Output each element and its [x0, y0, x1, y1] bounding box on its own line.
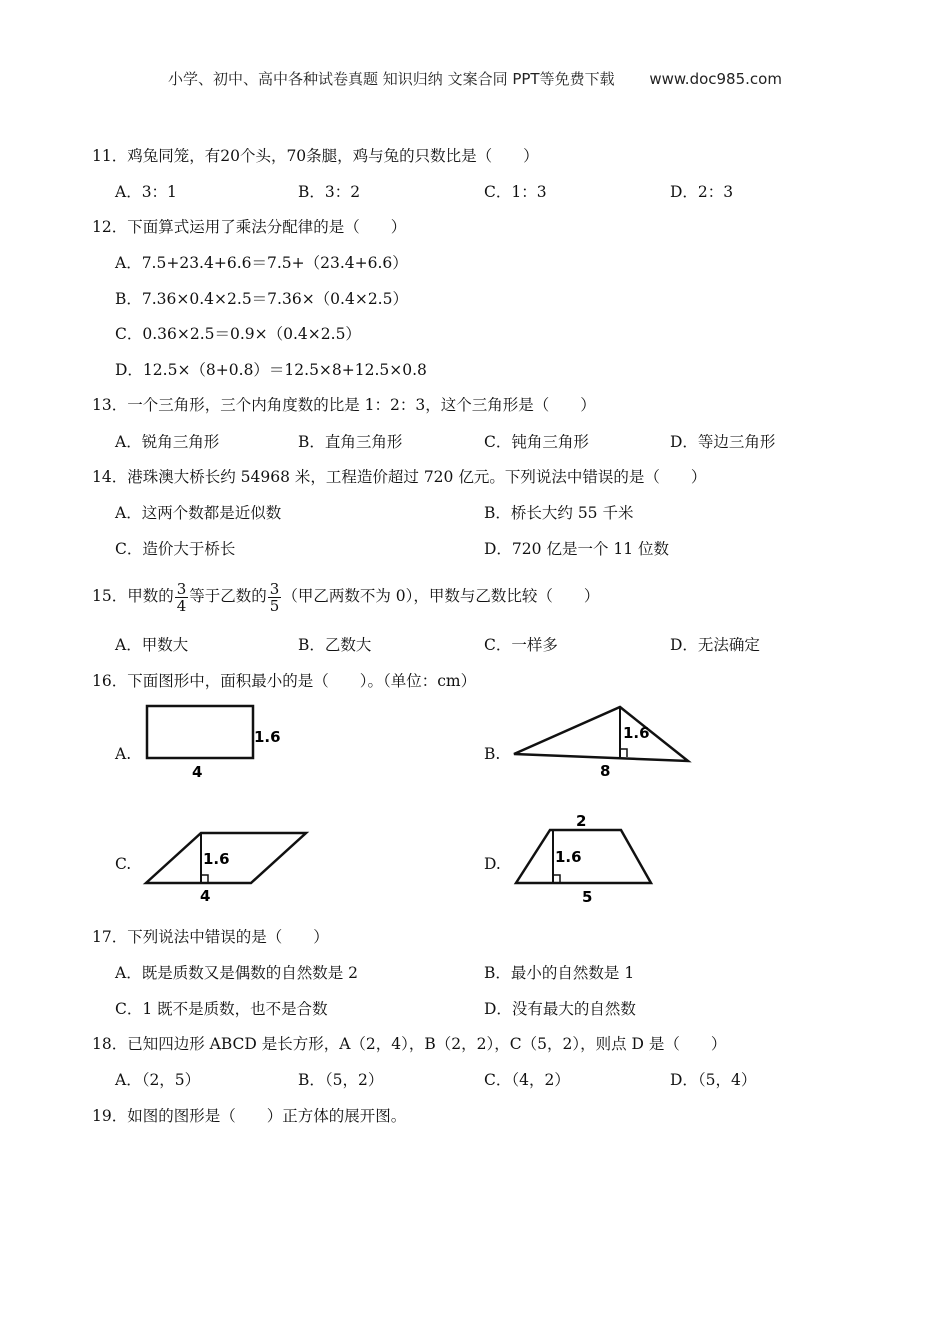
fraction-three-fifths: $\frac{3}{5}$ — [269, 579, 280, 615]
figure-triangle — [508, 700, 698, 785]
q18-option-d: D．（5，4） — [670, 1071, 757, 1089]
q18-option-b: B．（5，2） — [298, 1071, 384, 1089]
q15-option-c: C．一样多 — [484, 636, 558, 654]
q17-option-b: B．最小的自然数是 1 — [484, 964, 635, 982]
q16-option-d: D. — [484, 855, 501, 873]
q14-option-b: B．桥长大约 55 千米 — [484, 504, 634, 522]
question-12: 12．下面算式运用了乘法分配律的是（ ） — [92, 218, 407, 236]
q12-option-c: C．0.36×2.5＝0.9×（0.4×2.5） — [115, 325, 361, 343]
q12-option-a: A．7.5+23.4+6.6＝7.5+（23.4+6.6） — [115, 254, 408, 272]
q15-option-a: A．甲数大 — [115, 636, 189, 654]
question-14: 14．港珠澳大桥长约 54968 米，工程造价超过 720 亿元。下列说法中错误的是（ ） — [92, 468, 707, 486]
q13-option-a: A．锐角三角形 — [115, 433, 220, 451]
page-header — [0, 68, 950, 89]
triangle-base-label: 8 — [600, 762, 611, 780]
q15-text-mid: 等于乙数的 — [189, 587, 267, 605]
q15-text-before: 15．甲数的 — [92, 587, 174, 605]
q13-option-d: D．等边三角形 — [670, 433, 776, 451]
question-11: 11．鸡兔同笼，有20个头，70条腿，鸡与兔的只数比是（ ） — [92, 147, 539, 165]
q16-option-c: C. — [115, 855, 132, 873]
q11-option-d: D．2：3 — [670, 183, 734, 201]
q16-option-a: A. — [115, 745, 132, 763]
fraction-three-quarters: $\frac{3}{4}$ — [176, 579, 187, 615]
q11-option-b: B．3：2 — [298, 183, 361, 201]
trapezoid-base-label: 5 — [582, 888, 593, 905]
parallelogram-height-label: 1.6 — [203, 850, 230, 868]
q12-option-d: D．12.5×（8+0.8）＝12.5×8+12.5×0.8 — [115, 361, 427, 379]
q11-option-c: C．1：3 — [484, 183, 547, 201]
q15-text-after: （甲乙两数不为 0），甲数与乙数比较（ ） — [282, 587, 600, 605]
q18-option-c: C．（4，2） — [484, 1071, 570, 1089]
rect-base-label: 4 — [192, 763, 203, 781]
question-19: 19．如图的图形是（ ）正方体的展开图。 — [92, 1107, 407, 1125]
q13-option-b: B．直角三角形 — [298, 433, 403, 451]
q12-option-b: B．7.36×0.4×2.5＝7.36×（0.4×2.5） — [115, 290, 408, 308]
question-13: 13．一个三角形，三个内角度数的比是 1：2：3，这个三角形是（ ） — [92, 396, 596, 414]
q17-option-d: D．没有最大的自然数 — [484, 1000, 636, 1018]
triangle-height-label: 1.6 — [623, 724, 650, 742]
q14-option-a: A．这两个数都是近似数 — [115, 504, 282, 522]
header-title: 小学、初中、高中各种试卷真题 知识归纳 文案合同 PPT等免费下载 — [168, 70, 615, 88]
trapezoid-height-label: 1.6 — [555, 848, 582, 866]
figure-rectangle — [140, 700, 290, 785]
q15-option-d: D．无法确定 — [670, 636, 760, 654]
q16-option-b: B. — [484, 745, 501, 763]
q15-option-b: B．乙数大 — [298, 636, 372, 654]
question-18: 18．已知四边形 ABCD 是长方形，A（2，4），B（2，2），C（5，2），则点 D 是（ ） — [92, 1035, 727, 1053]
figure-trapezoid — [508, 810, 668, 905]
question-16: 16．下面图形中，面积最小的是（ ）。（单位：cm） — [92, 672, 477, 690]
header-site: www.doc985.com — [649, 70, 782, 88]
figure-parallelogram — [140, 826, 315, 906]
q14-option-c: C．造价大于桥长 — [115, 540, 236, 558]
q14-option-d: D．720 亿是一个 11 位数 — [484, 540, 670, 558]
question-15 — [92, 574, 599, 618]
q18-option-a: A．（2，5） — [115, 1071, 201, 1089]
question-17: 17．下列说法中错误的是（ ） — [92, 928, 329, 946]
trapezoid-top-label: 2 — [576, 812, 587, 830]
q17-option-c: C．1 既不是质数，也不是合数 — [115, 1000, 328, 1018]
q17-option-a: A．既是质数又是偶数的自然数是 2 — [115, 964, 358, 982]
rect-height-label: 1.6 — [254, 728, 281, 746]
q13-option-c: C．钝角三角形 — [484, 433, 589, 451]
parallelogram-base-label: 4 — [200, 887, 211, 905]
q11-option-a: A．3：1 — [115, 183, 177, 201]
